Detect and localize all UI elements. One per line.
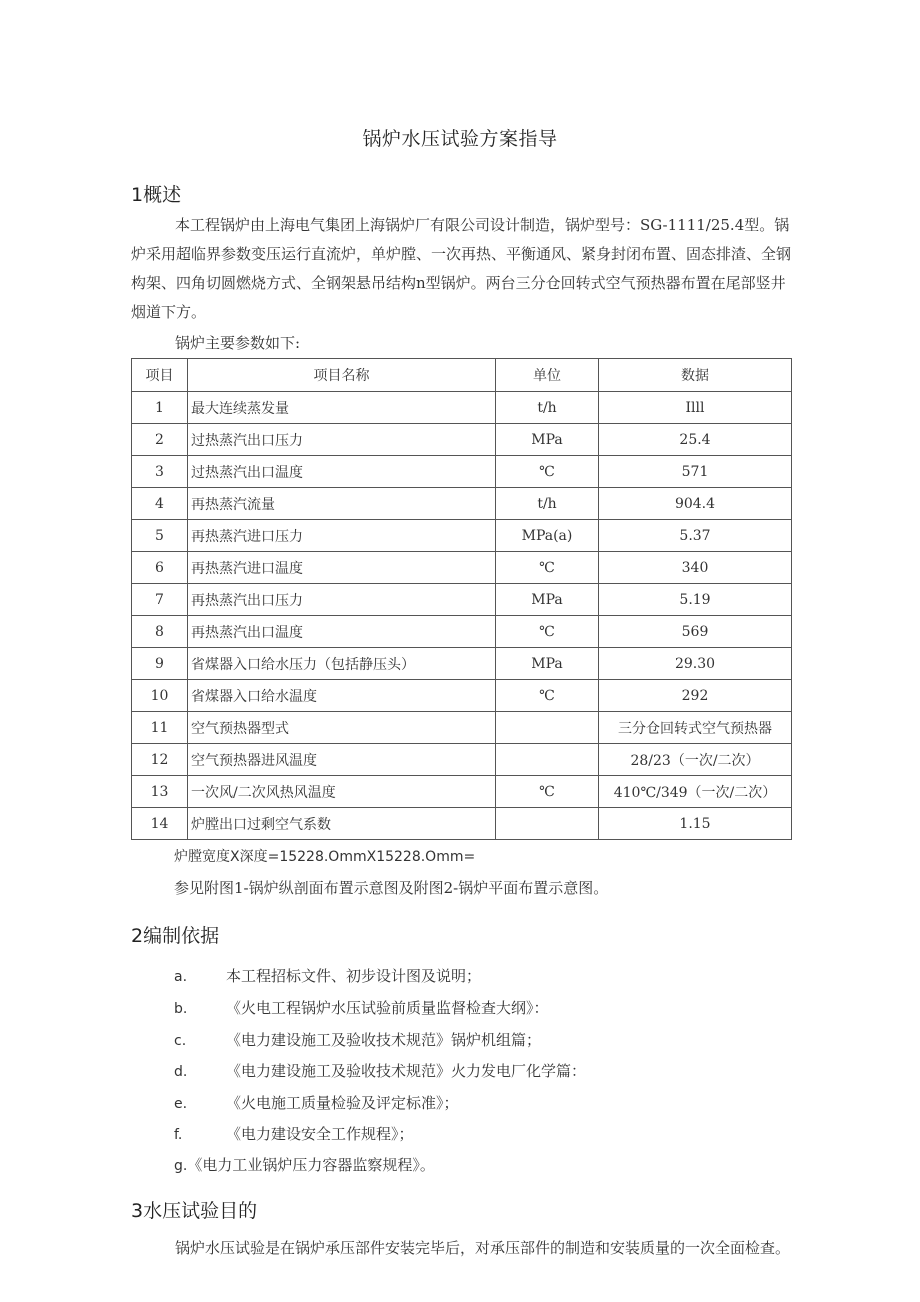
row-value: 29.30	[599, 648, 792, 680]
list-item-text: 《火电工程锅炉水压试验前质量监督检查大纲》：	[226, 999, 549, 1017]
row-name: 再热蒸汽出口温度	[188, 616, 496, 648]
row-value: 569	[599, 616, 792, 648]
list-item-label: a.	[174, 969, 188, 985]
header-no: 项目	[132, 359, 188, 392]
table-row	[132, 584, 792, 616]
list-item-text: 《电力建设施工及验收技术规范》火力发电厂化学篇：	[226, 1062, 587, 1080]
list-item	[174, 1154, 435, 1175]
list-item	[174, 1060, 586, 1081]
row-value: Illl	[599, 392, 792, 424]
row-no: 2	[132, 424, 188, 456]
section-2-heading: 2编制依据	[131, 925, 220, 947]
row-no: 9	[132, 648, 188, 680]
row-value: 5.19	[599, 584, 792, 616]
row-no: 8	[132, 616, 188, 648]
row-value: 571	[599, 456, 792, 488]
parameters-table	[131, 358, 792, 840]
header-unit: 单位	[496, 359, 599, 392]
table-row	[132, 552, 792, 584]
row-no: 13	[132, 776, 188, 808]
table-row	[132, 520, 792, 552]
row-unit: ℃	[496, 776, 599, 808]
list-item-text: 《电力建设安全工作规程》；	[226, 1125, 414, 1143]
row-no: 12	[132, 744, 188, 776]
row-unit: ℃	[496, 552, 599, 584]
table-row	[132, 648, 792, 680]
row-value: 5.37	[599, 520, 792, 552]
row-name: 再热蒸汽进口温度	[188, 552, 496, 584]
row-unit: MPa	[496, 424, 599, 456]
section-3-text: 锅炉水压试验是在锅炉承压部件安装完毕后，对承压部件的制造和安装质量的一次全面检查。	[175, 1239, 791, 1257]
row-no: 7	[132, 584, 188, 616]
row-name: 省煤器入口给水温度	[188, 680, 496, 712]
list-item-label: e.	[174, 1096, 188, 1112]
section-1-intro: 本工程锅炉由上海电气集团上海锅炉厂有限公司设计制造，锅炉型号：SG-1111/25.4型。锅炉采用超临界参数变压运行直流炉，单炉膛、一次再热、平衡通风、紧身封闭布置、固态排渣、全钢构架、四角切圆燃烧方式、全钢架悬吊结构n型锅炉。两台三分仓回转式空气预热器布置在尾部竖井烟道下方。	[131, 216, 792, 321]
table-row	[132, 616, 792, 648]
row-no: 1	[132, 392, 188, 424]
list-item	[174, 1123, 414, 1144]
list-item	[174, 997, 549, 1018]
table-row	[132, 808, 792, 840]
row-name: 炉膛出口过剩空气系数	[188, 808, 496, 840]
row-unit: ℃	[496, 616, 599, 648]
row-no: 4	[132, 488, 188, 520]
params-caption: 锅炉主要参数如下:	[175, 334, 301, 352]
row-value: 340	[599, 552, 792, 584]
row-name: 过热蒸汽出口温度	[188, 456, 496, 488]
row-unit: MPa(a)	[496, 520, 599, 552]
row-value: 25.4	[599, 424, 792, 456]
table-row	[132, 456, 792, 488]
row-no: 10	[132, 680, 188, 712]
table-row	[132, 744, 792, 776]
row-unit	[496, 744, 599, 776]
row-name: 过热蒸汽出口压力	[188, 424, 496, 456]
row-unit	[496, 808, 599, 840]
row-name: 空气预热器进风温度	[188, 744, 496, 776]
row-no: 14	[132, 808, 188, 840]
header-value: 数据	[599, 359, 792, 392]
page-title: 锅炉水压试验方案指导	[362, 128, 558, 150]
list-item-label: b.	[174, 1001, 188, 1017]
table-row	[132, 488, 792, 520]
row-no: 5	[132, 520, 188, 552]
row-unit	[496, 712, 599, 744]
figure-reference: 参见附图1-锅炉纵剖面布置示意图及附图2-锅炉平面布置示意图。	[174, 879, 609, 897]
row-no: 3	[132, 456, 188, 488]
row-value: 292	[599, 680, 792, 712]
row-unit: t/h	[496, 392, 599, 424]
row-unit: MPa	[496, 648, 599, 680]
furnace-size-note: 炉膛宽度X深度=15228.OmmX15228.Omm=	[174, 849, 476, 865]
row-value: 904.4	[599, 488, 792, 520]
row-value: 28/23（一次/二次）	[599, 744, 792, 776]
row-value: 三分仓回转式空气预热器	[599, 712, 792, 744]
list-item-text: 《电力建设施工及验收技术规范》锅炉机组篇；	[226, 1031, 542, 1049]
list-item	[174, 1092, 459, 1113]
row-name: 省煤器入口给水压力（包括静压头）	[188, 648, 496, 680]
table-header-row	[132, 359, 792, 392]
row-no: 6	[132, 552, 188, 584]
list-item-label: g.	[174, 1158, 188, 1174]
table-row	[132, 392, 792, 424]
table-row	[132, 424, 792, 456]
row-unit: ℃	[496, 456, 599, 488]
row-name: 再热蒸汽进口压力	[188, 520, 496, 552]
header-name: 项目名称	[188, 359, 496, 392]
row-name: 再热蒸汽流量	[188, 488, 496, 520]
list-item	[174, 965, 481, 986]
row-value: 410℃/349（一次/二次）	[599, 776, 792, 808]
table-row	[132, 776, 792, 808]
row-name: 再热蒸汽出口压力	[188, 584, 496, 616]
row-value: 1.15	[599, 808, 792, 840]
list-item-text: 《电力工业锅炉压力容器监察规程》。	[187, 1156, 435, 1174]
list-item-text: 本工程招标文件、初步设计图及说明；	[226, 967, 482, 985]
row-no: 11	[132, 712, 188, 744]
row-unit: ℃	[496, 680, 599, 712]
section-1-heading: 1概述	[131, 184, 182, 206]
section-3-heading: 3水压试验目的	[131, 1200, 258, 1222]
list-item	[174, 1029, 541, 1050]
row-unit: t/h	[496, 488, 599, 520]
list-item-text: 《火电施工质量检验及评定标准》；	[226, 1094, 459, 1112]
list-item-label: f.	[174, 1127, 183, 1143]
list-item-label: c.	[174, 1033, 187, 1049]
list-item-label: d.	[174, 1064, 188, 1080]
row-name: 最大连续蒸发量	[188, 392, 496, 424]
row-name: 一次风/二次风热风温度	[188, 776, 496, 808]
row-name: 空气预热器型式	[188, 712, 496, 744]
table-row	[132, 680, 792, 712]
table-row	[132, 712, 792, 744]
row-unit: MPa	[496, 584, 599, 616]
